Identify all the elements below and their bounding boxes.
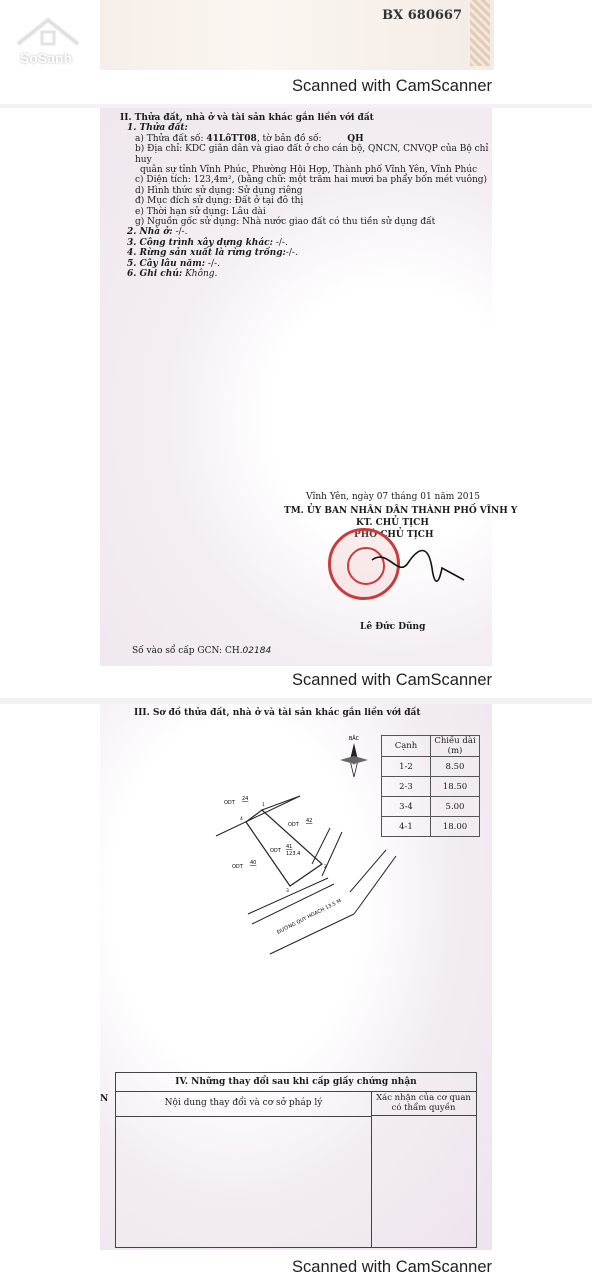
- address-line-2: quân sự tỉnh Vĩnh Phúc, Phường Hội Hợp, Thành phố Vĩnh Yên, Vĩnh Phúc: [140, 165, 478, 176]
- decorative-border: [470, 0, 490, 66]
- svg-text:40: 40: [250, 860, 257, 866]
- usage-purpose-line: đ) Mục đích sử dụng: Đất ở tại đô thị: [135, 196, 304, 207]
- item-5-line: 5. Cây lâu năm: -/-.: [127, 258, 220, 269]
- section-2-title: II. Thửa đất, nhà ở và tài sản khác gắn liền với đất: [120, 113, 374, 123]
- table-header: Chiều dài (m): [431, 736, 480, 757]
- issuing-authority: TM. ỦY BAN NHÂN DÂN THÀNH PHỐ VĨNH Y: [284, 506, 518, 516]
- table-row: 4-1 18.00: [382, 817, 480, 837]
- corner-label: 3: [286, 889, 289, 894]
- corner-label: 1: [262, 803, 265, 808]
- registry-line: Số vào sổ cấp GCN: CH.02184: [132, 646, 272, 656]
- issue-date: Vĩnh Yên, ngày 07 tháng 01 năm 2015: [306, 492, 480, 502]
- table-row: 2-3 18.50: [382, 777, 480, 797]
- signature-mark: [368, 538, 468, 598]
- land-info-text: [120, 113, 490, 280]
- usage-origin-line: g) Nguồn gốc sử dụng: Nhà nước giao đất có thu tiền sử dụng đất: [135, 217, 436, 228]
- svg-text:41: 41: [286, 844, 293, 850]
- kt-title: KT. CHỦ TỊCH: [356, 518, 429, 528]
- certificate-page-top: [100, 0, 494, 70]
- svg-text:42: 42: [306, 818, 313, 824]
- table-row: 3-4 5.00: [382, 797, 480, 817]
- scanner-footer-3: [90, 1250, 502, 1280]
- scanner-label: Scanned with CamScanner: [292, 671, 492, 689]
- scanner-label: Scanned with CamScanner: [292, 1258, 492, 1276]
- parcel-number-line: a) Thửa đất số: 41LôTT08, tờ bản đồ số: QH: [135, 133, 364, 144]
- svg-text:BẮC: BẮC: [348, 736, 360, 742]
- certificate-page-map: [100, 704, 492, 1252]
- scanner-label: Scanned with CamScanner: [292, 77, 492, 95]
- serial-number: BX 680667: [382, 8, 462, 23]
- svg-text:24: 24: [242, 796, 249, 802]
- signer-name: Lê Đức Dũng: [360, 622, 426, 632]
- item-6-line: 6. Ghi chú: Không.: [127, 269, 218, 280]
- section-4-title: IV. Những thay đổi sau khi cấp giấy chứng nhận: [116, 1073, 476, 1092]
- table-header-changes: Nội dung thay đổi và cơ sở pháp lý: [116, 1091, 372, 1117]
- address-line-1: b) Địa chỉ: KDC giãn dân và giao đất ở cho cán bộ, QNCN, CNVQP của Bộ chỉ huy: [135, 144, 489, 165]
- area-line: c) Diện tích: 123,4m², (bằng chữ: một trăm hai mươi ba phẩy bốn mét vuông): [135, 175, 488, 186]
- changes-table: [115, 1072, 477, 1248]
- lot-label-left: ODT: [232, 864, 243, 870]
- road-label: ĐƯỜNG QUY HOẠCH 13.5 M: [276, 898, 343, 936]
- lot-label-top: ODT: [224, 800, 235, 806]
- certificate-page-land-info: [100, 108, 518, 668]
- scanner-footer-2: [90, 666, 502, 696]
- item-4-line: 4. Rừng sản xuất là rừng trồng:-/-.: [127, 248, 298, 259]
- section-3-title: III. Sơ đồ thửa đất, nhà ở và tài sản khác gắn liền với đất: [134, 708, 421, 718]
- svg-text:123.4: 123.4: [286, 851, 301, 857]
- watermark-text: SoSanh: [20, 50, 73, 66]
- table-row: 1-2 8.50: [382, 757, 480, 777]
- scanner-footer-1: [90, 72, 502, 102]
- item-2-line: 2. Nhà ở: -/-.: [127, 227, 188, 238]
- usage-term-line: e) Thời hạn sử dụng: Lâu dài: [135, 206, 266, 217]
- table-divider: [371, 1116, 372, 1247]
- corner-label: 4: [240, 817, 243, 822]
- table-header: Cạnh: [382, 736, 431, 757]
- lot-label-right: ODT: [288, 822, 299, 828]
- parcel-sketch: [200, 784, 410, 964]
- north-arrow-icon: [336, 734, 372, 782]
- vice-chairman-title: PHÓ CHỦ TỊCH: [354, 530, 434, 540]
- lot-label-center: ODT: [270, 848, 281, 854]
- usage-form-line: d) Hình thức sử dụng: Sử dụng riêng: [135, 185, 303, 196]
- corner-label: 2: [324, 865, 327, 870]
- margin-mark: N: [100, 1094, 109, 1104]
- item-3-line: 3. Công trình xây dựng khác: -/-.: [127, 237, 288, 248]
- item-1-label: 1. Thửa đất:: [127, 123, 188, 134]
- table-header-confirmation: Xác nhận của cơ quan có thẩm quyền: [371, 1091, 476, 1116]
